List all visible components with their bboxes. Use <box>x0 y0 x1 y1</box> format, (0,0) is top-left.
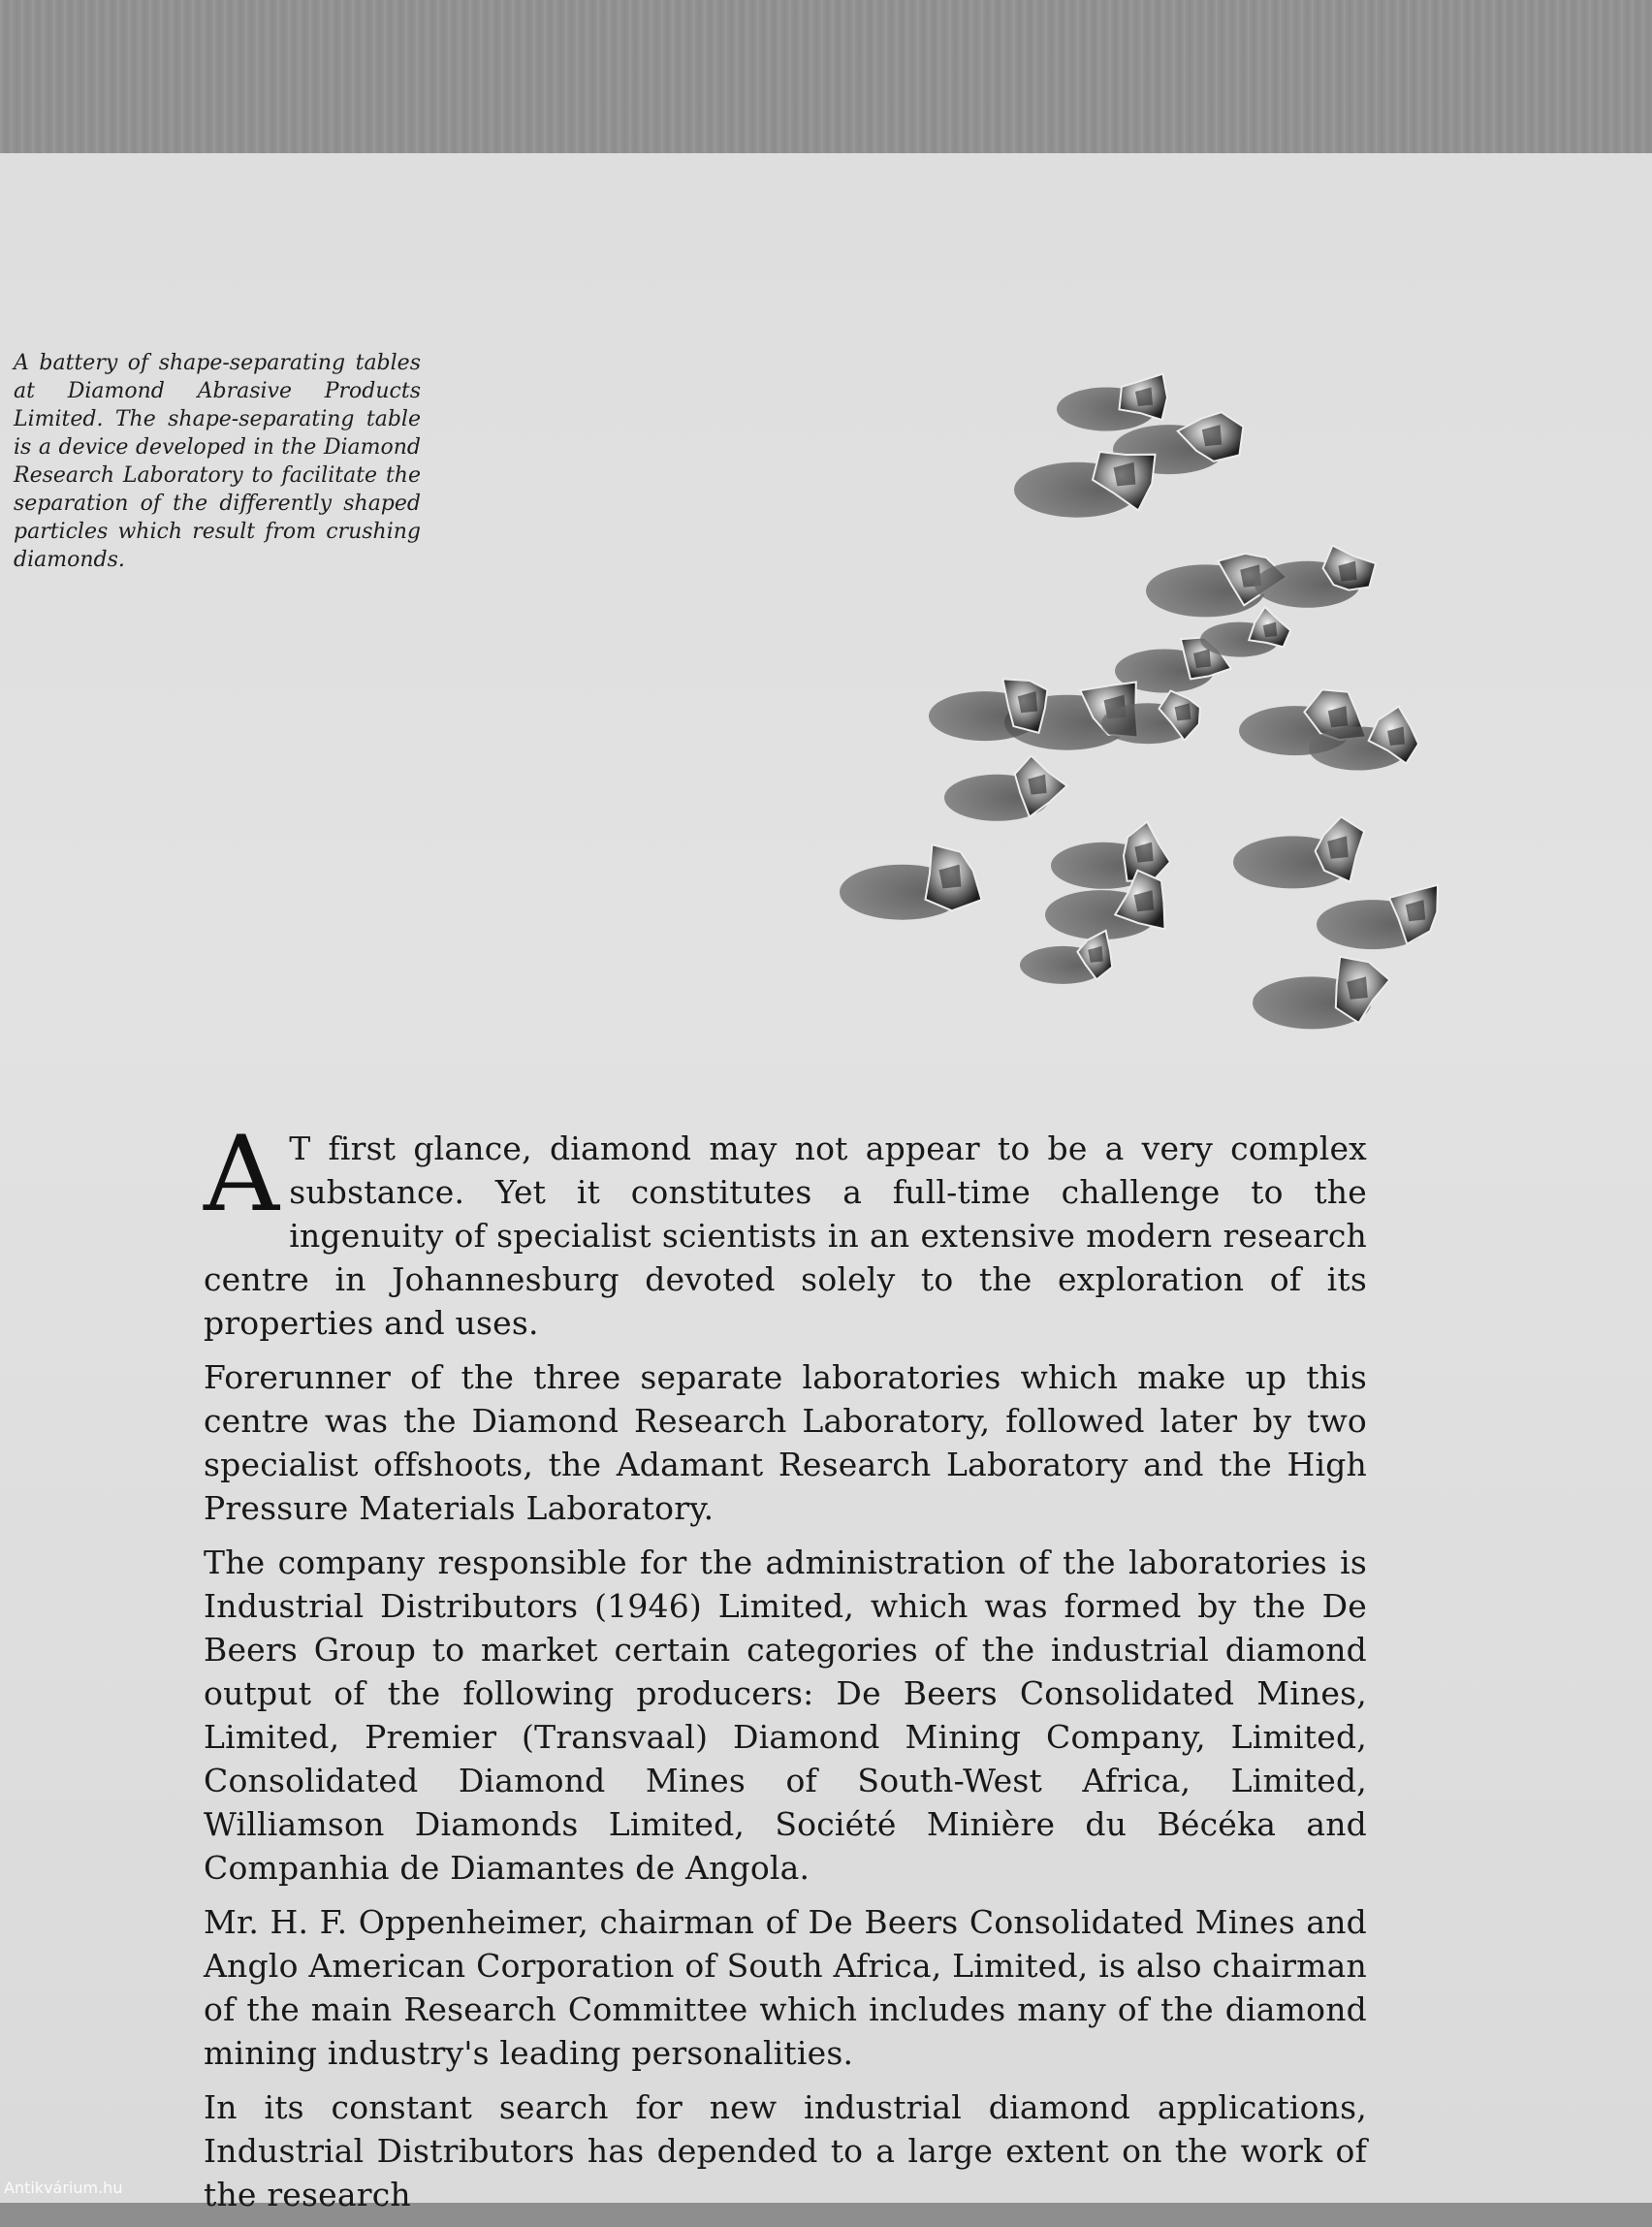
article-body <box>204 1114 1367 2227</box>
background-surface <box>0 0 1652 165</box>
drop-cap: A <box>204 1114 280 1235</box>
paragraph-1 <box>204 1114 1367 1345</box>
paragraph-2: Forerunner of the three separate laboratories which make up this centre was the Diamond Research Laboratory, followed later by two specialist offshoots, the Adamant Research Laboratory and the High Pressure Materials Laboratory. <box>204 1358 1367 1527</box>
paragraph-5: In its constant search for new industrial diamond applications, Industrial Distributors has depended to a large extent on the work of the research <box>204 2088 1367 2213</box>
diamond-photo <box>795 349 1532 1066</box>
paragraph-1-text: T first glance, diamond may not appear to be a very complex substance. Yet it constitutes a full-time challenge to the ingenuity of specialist scientists in an extensive modern research centre in Johannesburg devoted solely to the exploration of its properties and uses. <box>204 1129 1367 1342</box>
watermark: Antikvárium.hu <box>4 2179 123 2197</box>
paragraph-3: The company responsible for the administration of the laboratories is Industrial Distributors (1946) Limited, which was formed by the De Beers Group to market certain categories of the industrial diamond output of the following producers: De Beers Consolidated Mines, Limited, Premier (Transvaal) Diamond Mining Company, Limited, Consolidated Diamond Mines of South-West Africa, Limited, Williamson Diamonds Limited, Société Minière du Bécéka and Companhia de Diamantes de Angola. <box>204 1543 1367 1887</box>
paragraph-4: Mr. H. F. Oppenheimer, chairman of De Beers Consolidated Mines and Anglo American Corporation of South Africa, Limited, is also chairman of the main Research Committee which includes many of the diamond mining industry's leading personalities. <box>204 1903 1367 2072</box>
photo-caption: A battery of shape-separating tables at Diamond Abrasive Products Limited. The shape-separating table is a device developed in the Diamond Research Laboratory to facilitate the separation of the differently shaped particles which result from crushing diamonds. <box>14 351 421 572</box>
